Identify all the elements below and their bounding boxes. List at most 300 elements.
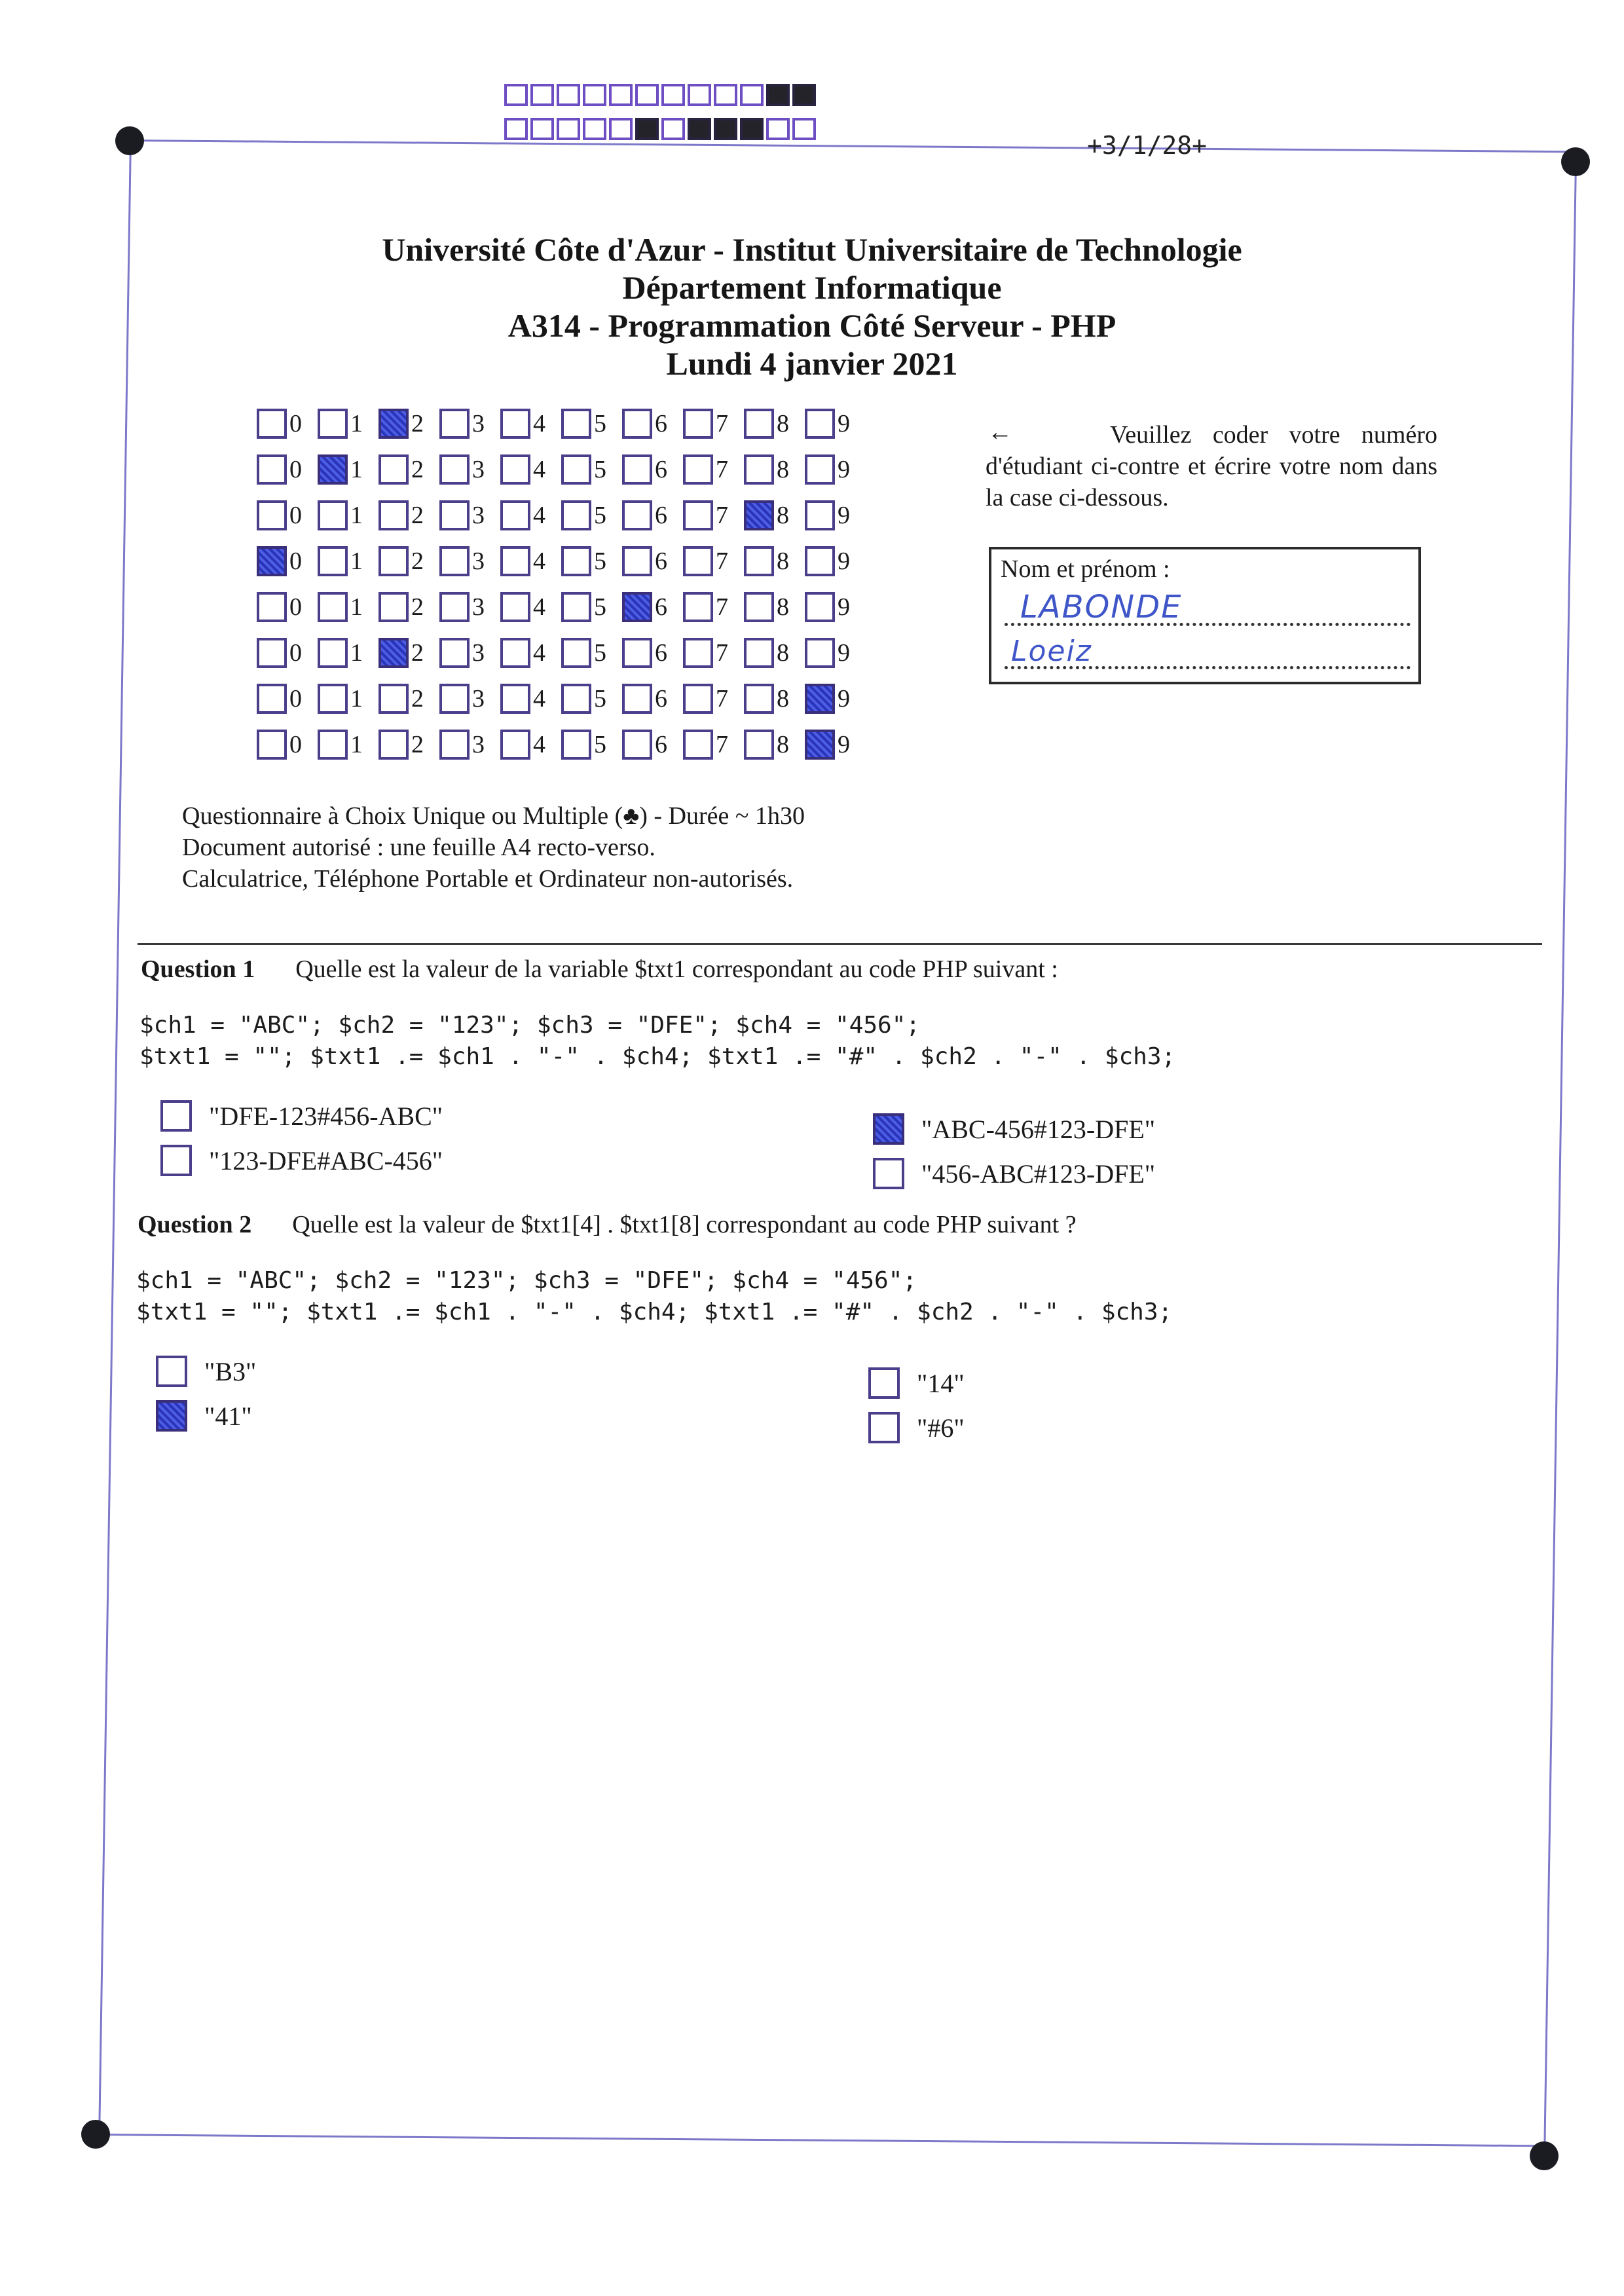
digit-checkbox[interactable] xyxy=(744,454,774,485)
digit-label: 9 xyxy=(838,547,850,575)
digit-checkbox[interactable] xyxy=(318,409,348,439)
q1-answer-d-label: "456-ABC#123-DFE" xyxy=(921,1158,1156,1189)
digit-checkbox[interactable] xyxy=(257,684,287,714)
digit-label: 4 xyxy=(533,410,545,437)
digit-checkbox[interactable] xyxy=(500,409,530,439)
digit-cell xyxy=(257,454,318,485)
barcode-row-2 xyxy=(504,118,816,140)
digit-cell xyxy=(318,592,378,622)
digit-label: 2 xyxy=(411,502,424,529)
digit-checkbox[interactable] xyxy=(683,454,713,485)
question-2-header xyxy=(138,1210,1077,1239)
q1-answer-d[interactable] xyxy=(873,1158,1155,1189)
digit-checkbox[interactable] xyxy=(805,684,835,714)
q2-answer-b[interactable] xyxy=(156,1400,252,1432)
q2-answer-d-label: "#6" xyxy=(917,1413,965,1443)
digit-cell xyxy=(318,546,378,576)
digit-row-5 xyxy=(257,584,866,630)
digit-cell xyxy=(805,730,866,760)
digit-cell xyxy=(257,409,318,439)
digit-checkbox[interactable] xyxy=(622,638,652,668)
digit-checkbox[interactable] xyxy=(439,500,470,530)
digit-checkbox[interactable] xyxy=(257,454,287,485)
digit-checkbox[interactable] xyxy=(500,592,530,622)
digit-cell xyxy=(683,638,744,668)
digit-cell xyxy=(318,409,378,439)
digit-label: 7 xyxy=(716,547,728,575)
digit-checkbox[interactable] xyxy=(622,409,652,439)
digit-cell xyxy=(500,592,561,622)
university-title: Université Côte d'Azur - Institut Universitaire de Technologie xyxy=(382,231,1242,268)
digit-checkbox[interactable] xyxy=(683,500,713,530)
digit-label: 5 xyxy=(594,593,606,621)
digit-label: 4 xyxy=(533,547,545,575)
digit-checkbox[interactable] xyxy=(500,546,530,576)
digit-checkbox[interactable] xyxy=(378,730,409,760)
digit-cell xyxy=(378,592,439,622)
digit-label: 4 xyxy=(533,685,545,713)
digit-label: 6 xyxy=(655,685,667,713)
digit-cell xyxy=(683,592,744,622)
q1-answer-d-checkbox[interactable] xyxy=(873,1158,904,1189)
digit-label: 3 xyxy=(472,639,485,667)
digit-checkbox[interactable] xyxy=(500,684,530,714)
digit-checkbox[interactable] xyxy=(439,546,470,576)
digit-checkbox[interactable] xyxy=(439,409,470,439)
digit-label: 0 xyxy=(289,639,302,667)
q2-answer-c-checkbox[interactable] xyxy=(868,1367,900,1399)
digit-checkbox[interactable] xyxy=(318,684,348,714)
digit-cell xyxy=(257,592,318,622)
digit-checkbox[interactable] xyxy=(622,454,652,485)
digit-checkbox[interactable] xyxy=(805,592,835,622)
question-1-label: Question 1 xyxy=(141,955,255,983)
digit-cell xyxy=(439,730,500,760)
digit-label: 1 xyxy=(350,593,363,621)
digit-label: 3 xyxy=(472,547,485,575)
digit-checkbox[interactable] xyxy=(378,500,409,530)
frame-right xyxy=(1543,160,1577,2158)
q2-answer-a[interactable] xyxy=(156,1356,256,1387)
digit-label: 1 xyxy=(350,639,363,667)
digit-cell xyxy=(378,638,439,668)
digit-cell xyxy=(439,546,500,576)
digit-label: 2 xyxy=(411,410,424,437)
digit-row-1 xyxy=(257,401,866,447)
digit-row-2 xyxy=(257,447,866,492)
digit-checkbox[interactable] xyxy=(318,730,348,760)
digit-cell xyxy=(257,546,318,576)
q1-answer-b[interactable] xyxy=(160,1145,443,1176)
digit-label: 3 xyxy=(472,410,485,437)
digit-cell xyxy=(561,730,622,760)
digit-cell xyxy=(683,454,744,485)
q2-answer-d[interactable] xyxy=(868,1412,965,1443)
name-box-title: Nom et prénom : xyxy=(1001,555,1170,583)
digit-checkbox[interactable] xyxy=(378,638,409,668)
q1-answer-b-label: "123-DFE#ABC-456" xyxy=(209,1145,443,1176)
corner-mark-bottom-left xyxy=(81,2120,110,2149)
digit-checkbox[interactable] xyxy=(500,500,530,530)
digit-label: 0 xyxy=(289,593,302,621)
digit-row-3 xyxy=(257,492,866,538)
frame-bottom xyxy=(96,2134,1546,2147)
digit-cell xyxy=(622,546,683,576)
digit-checkbox[interactable] xyxy=(744,638,774,668)
exam-info-line-3: Calculatrice, Téléphone Portable et Ordinateur non-autorisés. xyxy=(182,865,794,893)
digit-label: 6 xyxy=(655,547,667,575)
digit-cell xyxy=(622,500,683,530)
digit-checkbox[interactable] xyxy=(439,684,470,714)
digit-label: 3 xyxy=(472,685,485,713)
digit-checkbox[interactable] xyxy=(744,684,774,714)
digit-label: 4 xyxy=(533,639,545,667)
digit-label: 2 xyxy=(411,639,424,667)
question-1-code-line-1: $ch1 = "ABC"; $ch2 = "123"; $ch3 = "DFE"; $ch4 = "456"; xyxy=(139,1012,921,1039)
question-1-text: Quelle est la valeur de la variable $txt1 correspondant au code PHP suivant : xyxy=(295,955,1058,983)
frame-left xyxy=(98,139,132,2137)
digit-cell xyxy=(561,409,622,439)
digit-checkbox[interactable] xyxy=(805,500,835,530)
q1-answer-a[interactable] xyxy=(160,1100,443,1132)
digit-cell xyxy=(378,500,439,530)
digit-cell xyxy=(622,454,683,485)
digit-label: 8 xyxy=(777,731,789,758)
digit-checkbox[interactable] xyxy=(439,730,470,760)
digit-label: 4 xyxy=(533,456,545,483)
digit-cell xyxy=(805,592,866,622)
digit-checkbox[interactable] xyxy=(683,730,713,760)
digit-label: 5 xyxy=(594,456,606,483)
digit-checkbox[interactable] xyxy=(744,730,774,760)
digit-label: 4 xyxy=(533,502,545,529)
digit-label: 0 xyxy=(289,685,302,713)
digit-cell xyxy=(622,638,683,668)
digit-label: 8 xyxy=(777,456,789,483)
digit-cell xyxy=(378,684,439,714)
digit-cell xyxy=(683,546,744,576)
digit-cell xyxy=(561,546,622,576)
digit-cell xyxy=(439,684,500,714)
digit-checkbox[interactable] xyxy=(805,730,835,760)
digit-label: 6 xyxy=(655,456,667,483)
section-separator xyxy=(138,943,1542,945)
digit-label: 6 xyxy=(655,502,667,529)
digit-checkbox[interactable] xyxy=(318,454,348,485)
digit-cell xyxy=(744,730,805,760)
digit-cell xyxy=(561,638,622,668)
digit-cell xyxy=(805,454,866,485)
digit-label: 6 xyxy=(655,410,667,437)
corner-mark-top-left xyxy=(115,126,144,155)
exam-info-line-2: Document autorisé : une feuille A4 recto-verso. xyxy=(182,834,655,861)
digit-checkbox[interactable] xyxy=(683,592,713,622)
digit-checkbox[interactable] xyxy=(622,684,652,714)
digit-checkbox[interactable] xyxy=(683,546,713,576)
digit-cell xyxy=(257,638,318,668)
digit-cell xyxy=(622,409,683,439)
digit-label: 5 xyxy=(594,685,606,713)
digit-checkbox[interactable] xyxy=(805,638,835,668)
digit-label: 2 xyxy=(411,593,424,621)
digit-checkbox[interactable] xyxy=(257,409,287,439)
page-code: +3/1/28+ xyxy=(1087,131,1208,160)
digit-checkbox[interactable] xyxy=(805,454,835,485)
q2-answer-a-label: "B3" xyxy=(204,1356,257,1386)
digit-checkbox[interactable] xyxy=(257,500,287,530)
handwritten-last-name: LABONDE xyxy=(1020,589,1183,625)
digit-cell xyxy=(683,409,744,439)
barcode-row-1 xyxy=(504,84,816,106)
digit-label: 2 xyxy=(411,456,424,483)
question-1-header xyxy=(141,955,1058,984)
digit-label: 3 xyxy=(472,502,485,529)
digit-cell xyxy=(744,409,805,439)
name-box xyxy=(989,547,1421,684)
digit-cell xyxy=(683,500,744,530)
q2-answer-a-checkbox[interactable] xyxy=(156,1356,187,1387)
digit-cell xyxy=(378,409,439,439)
exam-date: Lundi 4 janvier 2021 xyxy=(666,345,958,382)
digit-cell xyxy=(805,500,866,530)
digit-checkbox[interactable] xyxy=(561,730,591,760)
digit-cell xyxy=(318,500,378,530)
instruction-arrow: ← xyxy=(987,418,1012,446)
digit-label: 8 xyxy=(777,502,789,529)
digit-label: 7 xyxy=(716,410,728,437)
q1-answer-b-checkbox[interactable] xyxy=(160,1145,192,1176)
digit-label: 5 xyxy=(594,410,606,437)
digit-checkbox[interactable] xyxy=(257,730,287,760)
digit-cell xyxy=(439,500,500,530)
q1-answer-c-checkbox[interactable] xyxy=(873,1113,904,1145)
handwritten-first-name: Loeiz xyxy=(1011,635,1092,668)
department-title: Département Informatique xyxy=(622,269,1002,306)
digit-label: 9 xyxy=(838,502,850,529)
digit-label: 8 xyxy=(777,685,789,713)
digit-label: 4 xyxy=(533,593,545,621)
digit-label: 9 xyxy=(838,410,850,437)
digit-label: 8 xyxy=(777,639,789,667)
digit-cell xyxy=(378,730,439,760)
digit-label: 6 xyxy=(655,593,667,621)
digit-checkbox[interactable] xyxy=(805,546,835,576)
digit-cell xyxy=(561,500,622,530)
digit-cell xyxy=(257,500,318,530)
digit-checkbox[interactable] xyxy=(744,546,774,576)
instruction-text: Veuillez coder votre numéro d'étudiant ci-contre et écrire votre nom dans la case ci-dessous. xyxy=(986,421,1437,511)
digit-checkbox[interactable] xyxy=(683,638,713,668)
digit-cell xyxy=(439,454,500,485)
digit-checkbox[interactable] xyxy=(744,500,774,530)
digit-label: 0 xyxy=(289,456,302,483)
digit-checkbox[interactable] xyxy=(622,500,652,530)
digit-cell xyxy=(622,684,683,714)
digit-checkbox[interactable] xyxy=(378,409,409,439)
digit-checkbox[interactable] xyxy=(622,730,652,760)
corner-mark-top-right xyxy=(1561,147,1590,176)
digit-cell xyxy=(561,592,622,622)
digit-checkbox[interactable] xyxy=(439,638,470,668)
digit-cell xyxy=(500,454,561,485)
digit-cell xyxy=(257,684,318,714)
digit-label: 0 xyxy=(289,547,302,575)
digit-checkbox[interactable] xyxy=(561,454,591,485)
digit-checkbox[interactable] xyxy=(378,592,409,622)
digit-label: 1 xyxy=(350,731,363,758)
digit-cell xyxy=(561,454,622,485)
digit-label: 7 xyxy=(716,685,728,713)
digit-cell xyxy=(744,684,805,714)
digit-checkbox[interactable] xyxy=(622,546,652,576)
digit-cell xyxy=(561,684,622,714)
digit-checkbox[interactable] xyxy=(318,500,348,530)
digit-checkbox[interactable] xyxy=(500,730,530,760)
digit-label: 7 xyxy=(716,502,728,529)
digit-label: 2 xyxy=(411,731,424,758)
digit-cell xyxy=(805,409,866,439)
digit-cell xyxy=(805,546,866,576)
digit-cell xyxy=(500,638,561,668)
digit-label: 1 xyxy=(350,685,363,713)
digit-label: 5 xyxy=(594,731,606,758)
digit-checkbox[interactable] xyxy=(257,592,287,622)
digit-checkbox[interactable] xyxy=(318,638,348,668)
digit-label: 6 xyxy=(655,639,667,667)
digit-label: 0 xyxy=(289,502,302,529)
digit-checkbox[interactable] xyxy=(439,454,470,485)
digit-cell xyxy=(622,730,683,760)
digit-label: 7 xyxy=(716,639,728,667)
digit-checkbox[interactable] xyxy=(622,592,652,622)
digit-checkbox[interactable] xyxy=(378,684,409,714)
digit-cell xyxy=(257,730,318,760)
digit-cell xyxy=(744,546,805,576)
digit-label: 6 xyxy=(655,731,667,758)
q1-answer-a-checkbox[interactable] xyxy=(160,1100,192,1132)
digit-label: 1 xyxy=(350,410,363,437)
digit-checkbox[interactable] xyxy=(257,638,287,668)
digit-label: 5 xyxy=(594,547,606,575)
digit-cell xyxy=(744,500,805,530)
digit-cell xyxy=(378,454,439,485)
digit-checkbox[interactable] xyxy=(378,454,409,485)
digit-checkbox[interactable] xyxy=(318,592,348,622)
student-number-grid xyxy=(257,401,866,768)
digit-label: 0 xyxy=(289,731,302,758)
digit-cell xyxy=(500,546,561,576)
digit-label: 3 xyxy=(472,731,485,758)
digit-row-4 xyxy=(257,538,866,584)
digit-checkbox[interactable] xyxy=(561,638,591,668)
digit-checkbox[interactable] xyxy=(378,546,409,576)
digit-label: 9 xyxy=(838,456,850,483)
digit-label: 7 xyxy=(716,456,728,483)
digit-checkbox[interactable] xyxy=(805,409,835,439)
digit-row-8 xyxy=(257,722,866,768)
digit-label: 1 xyxy=(350,456,363,483)
corner-mark-bottom-right xyxy=(1530,2141,1559,2170)
digit-checkbox[interactable] xyxy=(744,409,774,439)
digit-cell xyxy=(439,592,500,622)
frame-top xyxy=(130,139,1570,153)
digit-checkbox[interactable] xyxy=(561,684,591,714)
digit-cell xyxy=(500,684,561,714)
course-title: A314 - Programmation Côté Serveur - PHP xyxy=(507,307,1116,344)
q1-answer-c[interactable] xyxy=(873,1113,1155,1145)
digit-label: 9 xyxy=(838,685,850,713)
digit-cell xyxy=(318,684,378,714)
digit-cell xyxy=(318,638,378,668)
digit-checkbox[interactable] xyxy=(257,546,287,576)
digit-label: 8 xyxy=(777,593,789,621)
q1-answer-c-label: "ABC-456#123-DFE" xyxy=(921,1114,1156,1144)
digit-checkbox[interactable] xyxy=(561,409,591,439)
digit-cell xyxy=(744,638,805,668)
digit-checkbox[interactable] xyxy=(561,546,591,576)
digit-cell xyxy=(439,638,500,668)
digit-checkbox[interactable] xyxy=(744,592,774,622)
exam-info xyxy=(182,800,805,895)
digit-row-7 xyxy=(257,676,866,722)
digit-cell xyxy=(683,730,744,760)
digit-checkbox[interactable] xyxy=(561,500,591,530)
digit-cell xyxy=(439,409,500,439)
question-2-label: Question 2 xyxy=(138,1211,252,1238)
digit-label: 3 xyxy=(472,593,485,621)
digit-label: 7 xyxy=(716,593,728,621)
digit-cell xyxy=(683,684,744,714)
digit-label: 7 xyxy=(716,731,728,758)
digit-cell xyxy=(378,546,439,576)
digit-checkbox[interactable] xyxy=(561,592,591,622)
digit-cell xyxy=(500,500,561,530)
digit-checkbox[interactable] xyxy=(439,592,470,622)
digit-label: 3 xyxy=(472,456,485,483)
digit-cell xyxy=(500,409,561,439)
digit-label: 2 xyxy=(411,547,424,575)
question-2-code-line-2: $txt1 = ""; $txt1 .= $ch1 . "-" . $ch4; $txt1 .= "#" . $ch2 . "-" . $ch3; xyxy=(136,1299,1173,1325)
digit-cell xyxy=(622,592,683,622)
digit-checkbox[interactable] xyxy=(500,454,530,485)
digit-label: 8 xyxy=(777,410,789,437)
q2-answer-c[interactable] xyxy=(868,1367,965,1399)
digit-label: 9 xyxy=(838,593,850,621)
digit-label: 0 xyxy=(289,410,302,437)
digit-cell xyxy=(805,638,866,668)
q2-answer-b-checkbox[interactable] xyxy=(156,1400,187,1432)
digit-checkbox[interactable] xyxy=(318,546,348,576)
digit-checkbox[interactable] xyxy=(683,684,713,714)
q2-answer-b-label: "41" xyxy=(204,1401,252,1431)
digit-label: 9 xyxy=(838,639,850,667)
digit-label: 9 xyxy=(838,731,850,758)
q2-answer-d-checkbox[interactable] xyxy=(868,1412,900,1443)
digit-cell xyxy=(744,592,805,622)
digit-cell xyxy=(500,730,561,760)
digit-label: 2 xyxy=(411,685,424,713)
q2-answer-c-label: "14" xyxy=(917,1368,965,1398)
digit-checkbox[interactable] xyxy=(683,409,713,439)
digit-label: 5 xyxy=(594,639,606,667)
digit-label: 8 xyxy=(777,547,789,575)
question-2-text: Quelle est la valeur de $txt1[4] . $txt1[8] correspondant au code PHP suivant ? xyxy=(292,1211,1077,1238)
digit-checkbox[interactable] xyxy=(500,638,530,668)
digit-label: 1 xyxy=(350,502,363,529)
digit-cell xyxy=(805,684,866,714)
digit-cell xyxy=(318,454,378,485)
question-1-code-line-2: $txt1 = ""; $txt1 .= $ch1 . "-" . $ch4; $txt1 .= "#" . $ch2 . "-" . $ch3; xyxy=(139,1043,1176,1070)
